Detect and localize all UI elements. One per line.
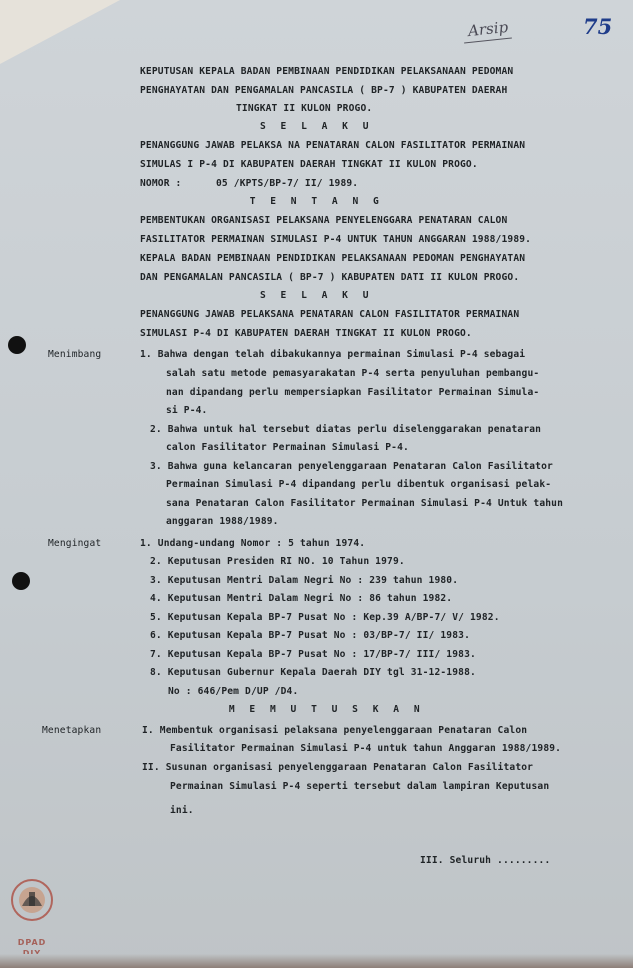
- penanggung2-line-2: SIMULASI P-4 DI KABUPATEN DAERAH TINGKAT II KULON PROGO.: [140, 328, 472, 339]
- menimbang-3-line-2: Permainan Simulasi P-4 dipandang perlu dibentuk organisasi pelak-: [166, 479, 552, 490]
- penanggung2-line-1: PENANGGUNG JAWAB PELAKSANA PENATARAN CALON FASILITATOR PERMAINAN: [140, 309, 520, 320]
- memutuskan-heading: M E M U T U S K A N: [228, 704, 425, 715]
- mengingat-item-4: 4. Keputusan Mentri Dalam Negri No : 86 tahun 1982.: [150, 593, 453, 604]
- menimbang-3-line-3: sana Penataran Calon Fasilitator Permainan Simulasi P-4 Untuk tahun: [166, 498, 564, 509]
- keputusan-1-line-1: I. Membentuk organisasi pelaksana penyelenggaraan Penataran Calon: [142, 725, 528, 736]
- menimbang-1-line-2: salah satu metode pemasyarakatan P-4 serta penyuluhan pembangu-: [166, 368, 540, 379]
- tentang-line-1: PEMBENTUKAN ORGANISASI PELAKSANA PENYELENGGARA PENATARAN CALON: [140, 215, 508, 226]
- keputusan-2-line-1: II. Susunan organisasi penyelenggaraan Penataran Calon Fasilitator: [142, 762, 534, 773]
- title-line-2: PENGHAYATAN DAN PENGAMALAN PANCASILA ( BP-7 ) KABUPATEN DAERAH: [140, 85, 508, 96]
- folded-corner: [0, 0, 120, 64]
- mengingat-item-2: 2. Keputusan Presiden RI NO. 10 Tahun 1979.: [150, 556, 405, 567]
- continuation-text: III. Seluruh .........: [420, 855, 551, 866]
- keputusan-2-line-3: ini.: [170, 805, 194, 816]
- title-line-3: TINGKAT II KULON PROGO.: [236, 103, 373, 114]
- nomor-value: 05 /KPTS/BP-7/ II/ 1989.: [216, 178, 359, 189]
- menimbang-3-line-1: 3. Bahwa guna kelancaran penyelenggaraan Penataran Calon Fasilitator: [150, 461, 553, 472]
- keputusan-1-line-2: Fasilitator Permainan Simulasi P-4 untuk tahun Anggaran 1988/1989.: [170, 743, 562, 754]
- archive-mark: Arsip: [467, 17, 509, 41]
- mengingat-item-7: 7. Keputusan Kepala BP-7 Pusat No : 17/BP-7/ III/ 1983.: [150, 649, 476, 660]
- menimbang-label: Menimbang: [48, 349, 102, 360]
- mengingat-label: Mengingat: [48, 538, 102, 549]
- punch-hole-bottom: [12, 572, 30, 590]
- menimbang-2-line-1: 2. Bahwa untuk hal tersebut diatas perlu diselenggarakan penataran: [150, 424, 542, 435]
- mengingat-item-1: 1. Undang-undang Nomor : 5 tahun 1974.: [140, 538, 366, 549]
- tentang-line-4: DAN PENGAMALAN PANCASILA ( BP-7 ) KABUPATEN DATI II KULON PROGO.: [140, 272, 520, 283]
- menimbang-2-line-2: calon Fasilitator Permainan Simulasi P-4.: [166, 442, 409, 453]
- tentang-line-3: KEPALA BADAN PEMBINAAN PENDIDIKAN PELAKSANAAN PEDOMAN PENGHAYATAN: [140, 253, 526, 264]
- tentang-heading: T E N T A N G: [249, 196, 384, 207]
- menimbang-3-line-4: anggaran 1988/1989.: [166, 516, 279, 527]
- nomor-label: NOMOR :: [140, 178, 182, 189]
- punch-hole-top: [8, 336, 26, 354]
- penanggung-line-2: SIMULAS I P-4 DI KABUPATEN DAERAH TINGKAT II KULON PROGO.: [140, 159, 478, 170]
- menetapkan-label: Menetapkan: [42, 725, 102, 736]
- menimbang-1-line-4: si P-4.: [166, 405, 208, 416]
- title-line-1: KEPUTUSAN KEPALA BADAN PEMBINAAN PENDIDIKAN PELAKSANAAN PEDOMAN: [140, 66, 514, 77]
- selaku-heading-1: S E L A K U: [259, 121, 374, 132]
- mengingat-item-5: 5. Keputusan Kepala BP-7 Pusat No : Kep.39 A/BP-7/ V/ 1982.: [150, 612, 500, 623]
- page-number: 75: [583, 14, 613, 39]
- page-bottom-edge: [0, 954, 633, 968]
- menimbang-1-line-1: 1. Bahwa dengan telah dibakukannya permainan Simulasi P-4 sebagai: [140, 349, 526, 360]
- mengingat-item-3: 3. Keputusan Mentri Dalam Negri No : 239 tahun 1980.: [150, 575, 459, 586]
- mengingat-item-8-cont: No : 646/Pem D/UP /D4.: [168, 686, 299, 697]
- keputusan-2-line-2: Permainan Simulasi P-4 seperti tersebut dalam lampiran Keputusan: [170, 781, 550, 792]
- tentang-line-2: FASILITATOR PERMAINAN SIMULASI P-4 UNTUK TAHUN ANGGARAN 1988/1989.: [140, 234, 532, 245]
- mengingat-item-6: 6. Keputusan Kepala BP-7 Pusat No : 03/BP-7/ II/ 1983.: [150, 630, 470, 641]
- menimbang-1-line-3: nan dipandang perlu mempersiapkan Fasilitator Permainan Simula-: [166, 387, 540, 398]
- selaku-heading-2: S E L A K U: [259, 290, 374, 301]
- mengingat-item-8: 8. Keputusan Gubernur Kepala Daerah DIY tgl 31-12-1988.: [150, 667, 476, 678]
- dpad-logo: [8, 876, 56, 936]
- penanggung-line-1: PENANGGUNG JAWAB PELAKSA NA PENATARAN CALON FASILITATOR PERMAINAN: [140, 140, 526, 151]
- logo-text: DPAD: [17, 938, 47, 947]
